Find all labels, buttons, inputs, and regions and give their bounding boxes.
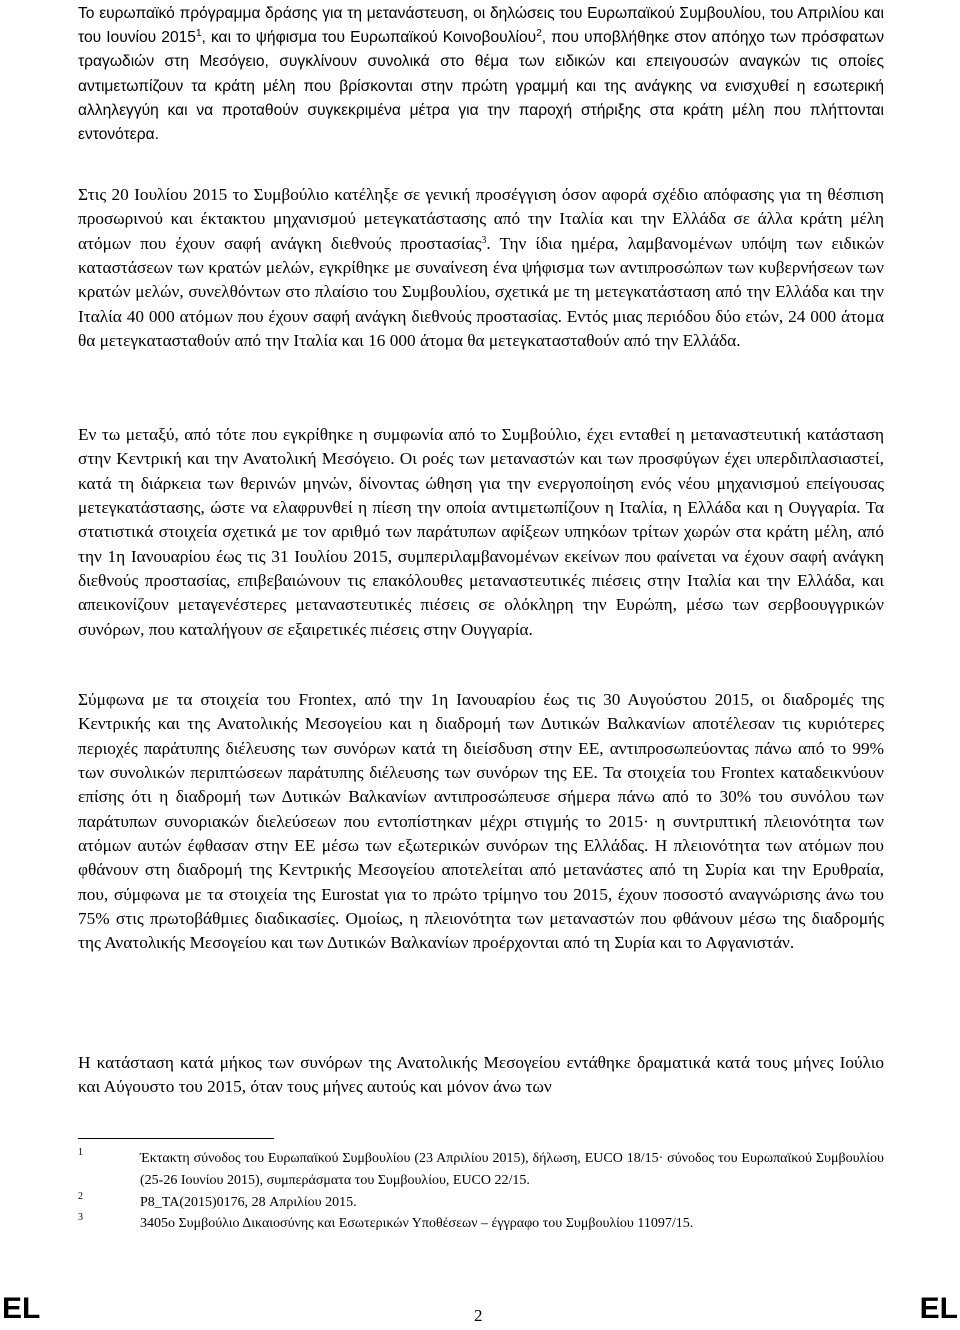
footnote-ref-2: 2: [536, 28, 542, 40]
footnote-text: 3405ο Συμβούλιο Δικαιοσύνης και Εσωτερικών Υποθέσεων – έγγραφο του Συμβουλίου 11097/15.: [140, 1216, 694, 1231]
footnote-ref-3: 3: [481, 234, 487, 246]
paragraph-action-agenda: Το ευρωπαϊκό πρόγραμμα δράσης για τη μετανάστευση, οι δηλώσεις του Ευρωπαϊκού Συμβουλίου, του Απριλίου και του Ιουνίου 2015$^1$, και το ψήφισμα του Ευρωπαϊκού Κοινοβουλίου$^2$, που υποβλήθηκε στον απόηχο των πρόσφατων τραγωδιών στη Μεσόγειο, συγκλίνουν συνολικά στο θέμα των ειδικών και επειγουσών αναγκών τις οποίες αντιμετωπίζουν τα κράτη μέλη που βρίσκονται στην πρώτη γραμμή και της ανάγκης να ενισχυθεί η εσωτερική αλληλεγγύη και να προταθούν συγκεκριμένα μέτρα για την παροχή στήριξης στα κράτη μέλη που πλήττονται εντονότερα.: [78, 5, 884, 144]
footnote-number: 2: [78, 1191, 83, 1202]
footnote-text: P8_TA(2015)0176, 28 Απριλίου 2015.: [140, 1195, 357, 1210]
footnote-number: 3: [78, 1212, 83, 1223]
footnote-number: 1: [78, 1147, 83, 1158]
footer-language-left: EL: [2, 1292, 41, 1325]
paragraph-council-approach: Στις 20 Ιουλίου 2015 το Συμβούλιο κατέληξε σε γενική προσέγγιση όσον αφορά σχέδιο απόφασης για τη θέσπιση προσωρινού και έκτακτου μηχανισμού μετεγκατάστασης από την Ιταλία και την Ελλάδα σε άλλα κράτη μέλη ατόμων που έχουν σαφή ανάγκη διεθνούς προστασίας$^3$. Την ίδια ημέρα, λαμβανομένων υπόψη των ειδικών καταστάσεων των κρατών μελών, εγκρίθηκε με συναίνεση ένα ψήφισμα των αντιπροσώπων των κυβερνήσεων των κρατών μελών, συνελθόντων στο πλαίσιο του Συμβουλίου, σχετικά με τη μετεγκατάσταση από την Ελλάδα και την Ιταλία 40 000 ατόμων που έχουν σαφή ανάγκη διεθνούς προστασίας. Εντός μιας περιόδου δύο ετών, 24 000 άτομα θα μετεγκατασταθούν από την Ιταλία και 16 000 άτομα θα μετεγκατασταθούν από την Ελλάδα.: [78, 185, 884, 351]
page-number: 2: [474, 1306, 483, 1325]
footnote-separator: [78, 1138, 274, 1139]
paragraph-eastern-mediterranean: Η κατάσταση κατά μήκος των συνόρων της Ανατολικής Μεσογείου εντάθηκε δραματικά κατά τους μήνες Ιούλιο και Αύγουστο του 2015, όταν τους μήνες αυτούς και μόνον άνω των: [78, 1053, 884, 1097]
footnote-text: Έκτακτη σύνοδος του Ευρωπαϊκού Συμβουλίου (23 Απριλίου 2015), δήλωση, EUCO 18/15· σύνοδος του Ευρωπαϊκού Συμβουλίου (25-26 Ιουνίου 2015), συμπεράσματα του Συμβουλίου, EUCO 22/15.: [140, 1151, 884, 1188]
footer-language-right: EL: [919, 1292, 958, 1325]
footnote-ref-1: 1: [195, 28, 202, 40]
paragraph-frontex-data: Σύμφωνα με τα στοιχεία του Frontex, από την 1η Ιανουαρίου έως τις 30 Αυγούστου 2015, οι διαδρομές της Κεντρικής και της Ανατολικής Μεσογείου και η διαδρομή των Δυτικών Βαλκανίων αποτέλεσαν τις κυριότερες περιοχές παράτυπης διέλευσης των συνόρων κατά τη διείσδυση στην ΕΕ, αντιπροσωπεύοντας πάνω από το 99% των συνολικών περιπτώσεων παράτυπης διέλευσης των συνόρων της ΕΕ. Τα στοιχεία του Frontex καταδεικνύουν επίσης ότι η διαδρομή των Δυτικών Βαλκανίων αντιπροσώπευσε σήμερα πάνω από το 30% του συνόλου των παράτυπων συνοριακών διελεύσεων που εντοπίστηκαν μέχρι στιγμής το 2015· η συντριπτική πλειονότητα των ατόμων αυτών έφθασαν στην ΕΕ μέσω των εξωτερικών συνόρων της Ελλάδας. Η πλειονότητα των ατόμων που φθάνουν στη διαδρομή της Κεντρικής Μεσογείου αποτελείται από μετανάστες από τη Συρία και την Ερυθραία, που, σύμφωνα με τα στοιχεία της Eurostat για το πρώτο τρίμηνο του 2015, έχουν ποσοστό αναγνώρισης άνω του 75% στις πρωτοβάθμιες διαδικασίες. Ομοίως, η πλειονότητα των μεταναστών που φθάνουν μέσω της διαδρομής της Ανατολικής Μεσογείου και των Δυτικών Βαλκανίων προέρχονται από τη Συρία και το Αφγανιστάν.: [78, 690, 884, 953]
paragraph-migration-situation: Εν τω μεταξύ, από τότε που εγκρίθηκε η συμφωνία από το Συμβούλιο, έχει ενταθεί η μεταναστευτική κατάσταση στην Κεντρική και την Ανατολική Μεσόγειο. Οι ροές των μεταναστών και των προσφύγων έχει υπερδιπλασιαστεί, κατά τη διάρκεια των θερινών μηνών, δίνοντας ώθηση για την ενεργοποίηση ενός νέου μηχανισμού επείγουσας μετεγκατάστασης, ώστε να ελαφρυνθεί η πίεση την οποία αντιμετωπίζουν η Ιταλία, η Ελλάδα και η Ουγγαρία. Τα στατιστικά στοιχεία σχετικά με τον αριθμό των παράτυπων αφίξεων υπηκόων τρίτων χωρών στα κράτη μέλη, από την 1η Ιανουαρίου έως τις 31 Ιουλίου 2015, συμπεριλαμβανομένων εκείνων που φαίνεται να έχουν σαφή ανάγκη διεθνούς προστασίας, επιβεβαιώνουν τις επακόλουθες μεταναστευτικές πιέσεις στην Ιταλία και την Ελλάδα, και απεικονίζουν μεταγενέστερες μεταναστευτικές πιέσεις σε ολόκληρη την Ευρώπη, μέσω των σερβοουγγρικών συνόρων, που καταλήγουν σε εξαιρετικές πιέσεις στην Ουγγαρία.: [78, 425, 884, 639]
